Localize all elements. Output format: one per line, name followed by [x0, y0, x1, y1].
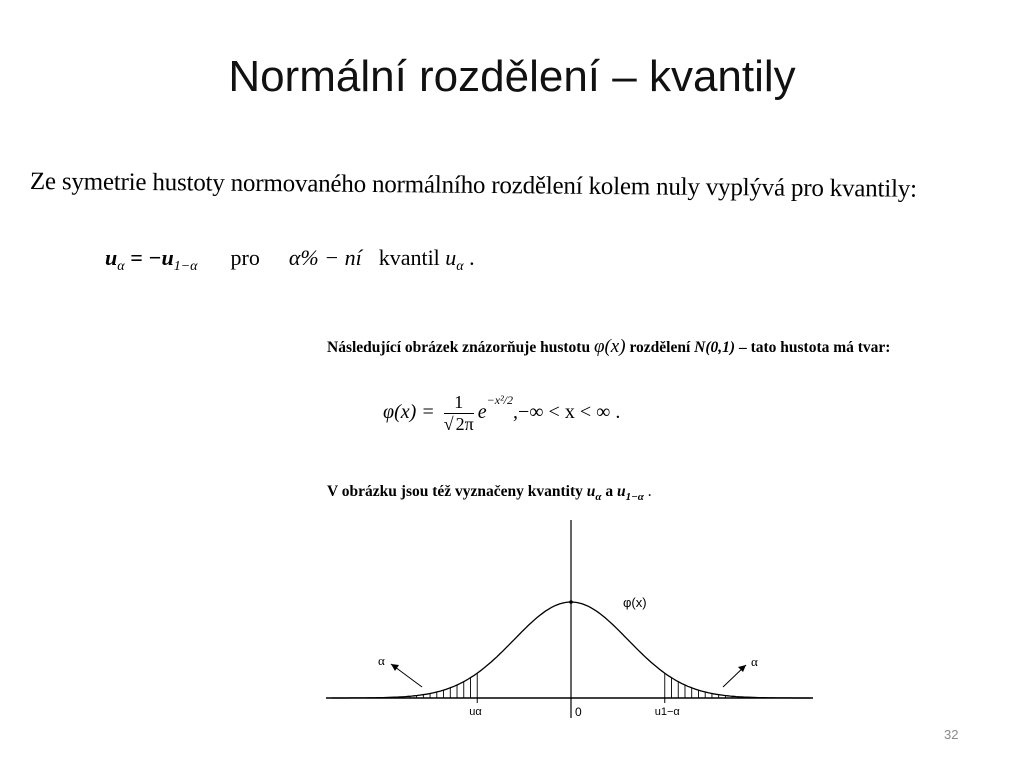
formula-lhs: φ(x) = — [383, 401, 435, 424]
scan-line1-c: – tato hustota má tvar: — [738, 339, 891, 356]
slide-title: Normální rozdělení – kvantily — [228, 52, 796, 101]
right-tail-hatching — [665, 673, 759, 698]
tick-label-zero: 0 — [575, 705, 582, 719]
quantile-equation — [105, 245, 475, 275]
scan-line2-a: V obrázku jsou též vyznačeny kvantity — [327, 483, 583, 500]
eq-pro: pro — [230, 245, 260, 270]
eq-kvantil: kvantil — [378, 245, 440, 270]
formula-tail: ,−∞ < x < ∞ . — [513, 401, 621, 424]
scan-line2-a2: a — [605, 483, 614, 500]
scan-u2: u — [617, 483, 626, 500]
scan-line1-b: rozdělení — [629, 339, 691, 356]
tick-label-left: uα — [469, 706, 482, 718]
scan-line2-end: . — [647, 483, 652, 500]
tick-label-right: u1−α — [654, 706, 680, 718]
scan-u1-sub: α — [595, 491, 602, 503]
scan-u2-sub: 1−α — [625, 491, 644, 503]
scan-u1: u — [586, 483, 596, 500]
intro-text: Ze symetrie hustoty normovaného normálního rozdělení kolem nuly vyplývá pro kvantily: — [29, 168, 917, 203]
formula-exp: −x²/2 — [486, 393, 513, 408]
normal-density-figure — [318, 515, 818, 720]
scan-phi: φ(x) — [593, 336, 626, 357]
left-alpha-label: α — [378, 653, 385, 668]
eq-lhs-sub: α — [117, 259, 125, 274]
formula-den: √ 2π — [443, 414, 474, 434]
eq-rhs-sub: 1−α — [173, 259, 198, 274]
scan-line-2 — [327, 483, 652, 503]
left-arrow-head — [391, 664, 399, 671]
formula-den-value: 2π — [455, 414, 474, 434]
eq-end: . — [469, 245, 475, 270]
peak-point — [569, 600, 573, 604]
page-number: 32 — [944, 727, 959, 742]
curve-label: φ(x) — [623, 595, 647, 610]
eq-equals: = −u — [130, 245, 174, 270]
density-formula — [383, 392, 620, 435]
formula-e: e — [477, 401, 487, 424]
formula-num: 1 — [444, 392, 474, 414]
scan-line-1 — [327, 336, 987, 358]
eq-u-sub: α — [456, 259, 464, 274]
formula-fraction — [444, 392, 474, 435]
eq-alpha-text: α% − ní — [288, 245, 362, 270]
eq-lhs: u — [105, 245, 118, 270]
scan-normal: N(0,1) — [694, 339, 736, 356]
left-tail-hatching — [383, 673, 477, 698]
scan-line1-a: Následující obrázek znázorňuje hustotu — [327, 339, 591, 356]
right-alpha-label: α — [751, 654, 758, 669]
eq-u: u — [445, 245, 457, 270]
